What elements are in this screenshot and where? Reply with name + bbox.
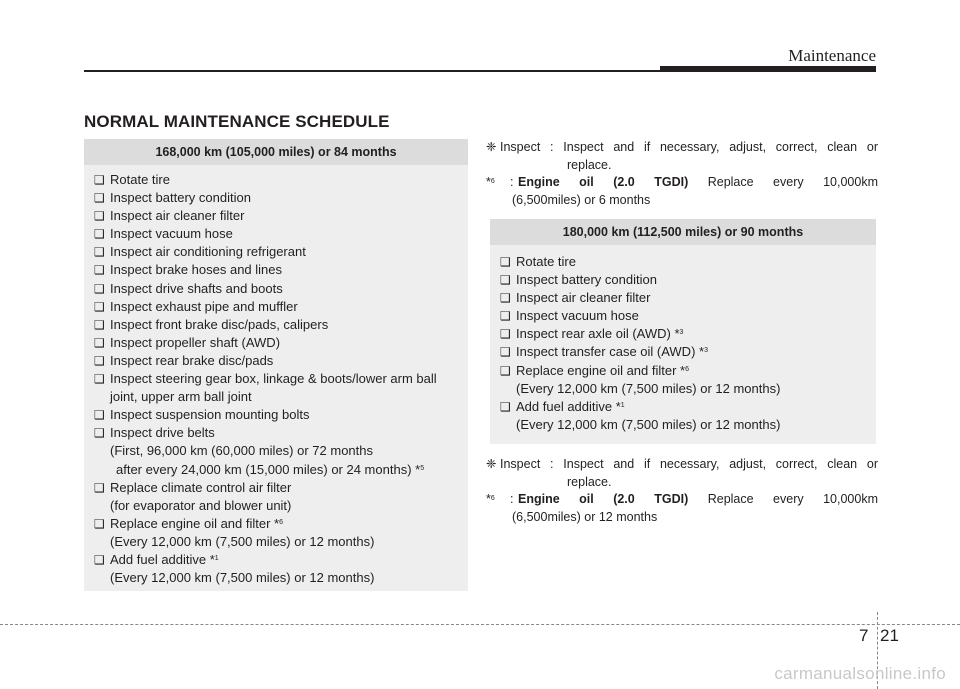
- page-number: 21: [880, 626, 899, 645]
- checkbox-icon: ❑: [94, 408, 105, 423]
- list-item: ❑ Rotate tire: [500, 253, 866, 271]
- list-item: ❑ Inspect front brake disc/pads, calipers: [94, 316, 458, 334]
- list-item: ❑ Replace engine oil and filter *$^6$: [500, 362, 866, 380]
- checkbox-icon: ❑: [94, 209, 105, 224]
- list-item-continuation: (Every 12,000 km (7,500 miles) or 12 months): [110, 533, 375, 549]
- schedule-box-168000: [84, 139, 468, 591]
- note-line: (6,500miles) or 6 months: [512, 192, 651, 207]
- engine-oil-label: Engine oil (2.0 TGDI): [518, 175, 689, 189]
- list-item: ❑ Inspect drive belts: [94, 424, 458, 442]
- checkbox-icon: ❑: [94, 173, 105, 187]
- list-item-continuation: after every 24,000 km (15,000 miles) or 24 months) *$^5$: [116, 461, 425, 477]
- footnote-mark: *$^6$: [486, 175, 495, 189]
- checkbox-icon: ❑: [94, 245, 105, 260]
- list-item: ❑ Inspect vacuum hose: [500, 307, 866, 325]
- checkbox-icon: ❑: [94, 552, 105, 567]
- list-item: ❑ Inspect vacuum hose: [94, 225, 458, 243]
- footnote-ref: 1: [620, 401, 625, 409]
- note-line: replace.: [567, 157, 612, 172]
- checkbox-icon: ❑: [500, 273, 511, 288]
- footer-dashed-rule: [0, 624, 960, 625]
- checkbox-icon: ❑: [94, 353, 105, 368]
- inspect-note-top: ❈ Inspect : Inspect and if necessary, adjust, correct, clean or replace. *$^6$ : Engine oil (2.0 TGDI) Replace every 10,000km (6,500miles) or 6 months: [486, 139, 878, 209]
- list-item: ❑ Add fuel additive *$^1$: [94, 551, 458, 569]
- schedule-box-title: 168,000 km (105,000 miles) or 84 months: [84, 139, 468, 165]
- checkbox-icon: ❑: [94, 372, 105, 387]
- list-item: ❑ Inspect transfer case oil (AWD) *$^3$: [500, 343, 866, 361]
- note-line: Inspect : Inspect and if necessary, adjust, correct, clean or: [500, 140, 878, 154]
- checkbox-icon: ❑: [94, 227, 105, 242]
- list-item-continuation: (First, 96,000 km (60,000 miles) or 72 months: [110, 443, 373, 459]
- list-item: ❑ Inspect steering gear box, linkage & boots/lower arm ball: [94, 370, 458, 388]
- header-title: Maintenance: [788, 46, 876, 65]
- header-rule-thin: [84, 70, 664, 72]
- checkbox-icon: ❑: [94, 335, 105, 350]
- schedule-list: [490, 245, 876, 434]
- checkbox-icon: ❑: [500, 345, 511, 360]
- footnote-ref: 3: [679, 329, 684, 337]
- checkbox-icon: ❑: [500, 309, 511, 324]
- checkbox-icon: ❑: [500, 363, 511, 378]
- list-item: ❑ Inspect air conditioning refrigerant: [94, 243, 458, 261]
- list-item: ❑ Inspect air cleaner filter: [500, 289, 866, 307]
- list-item: ❑ Replace engine oil and filter *$^6$: [94, 515, 458, 533]
- note-line: Inspect : Inspect and if necessary, adjust, correct, clean or: [500, 457, 878, 471]
- list-item: ❑ Inspect suspension mounting bolts: [94, 406, 458, 424]
- list-item-continuation: joint, upper arm ball joint: [110, 389, 252, 405]
- note-symbol-icon: ❈: [486, 457, 497, 471]
- note-symbol-icon: ❈: [486, 140, 497, 154]
- checkbox-icon: ❑: [94, 426, 105, 441]
- list-item: ❑ Inspect air cleaner filter: [94, 207, 458, 225]
- footnote-ref: 6: [685, 365, 690, 373]
- list-item-continuation: (Every 12,000 km (7,500 miles) or 12 months): [516, 380, 781, 396]
- checkbox-icon: ❑: [94, 281, 105, 296]
- list-item-continuation: (Every 12,000 km (7,500 miles) or 12 months): [516, 416, 781, 432]
- checkbox-icon: ❑: [500, 255, 511, 269]
- checkbox-icon: ❑: [94, 263, 105, 278]
- footnote-ref: 3: [704, 347, 708, 355]
- footnote-ref: 6: [279, 518, 284, 526]
- checkbox-icon: ❑: [94, 191, 105, 206]
- list-item-continuation: (for evaporator and blower unit): [110, 497, 292, 513]
- list-item: ❑ Inspect exhaust pipe and muffler: [94, 298, 458, 316]
- watermark: carmanualsonline.info: [774, 664, 946, 683]
- list-item: ❑ Rotate tire: [94, 171, 458, 189]
- checkbox-icon: ❑: [94, 516, 105, 531]
- note-line: replace.: [567, 474, 612, 489]
- header-rule-thick: [660, 66, 876, 72]
- list-item: ❑ Inspect battery condition: [94, 189, 458, 207]
- checkbox-icon: ❑: [500, 327, 511, 342]
- section-heading: NORMAL MAINTENANCE SCHEDULE: [84, 112, 390, 131]
- chapter-number: 7: [859, 626, 869, 645]
- checkbox-icon: ❑: [500, 399, 511, 414]
- list-item: ❑ Inspect battery condition: [500, 271, 866, 289]
- engine-oil-label: Engine oil (2.0 TGDI): [518, 492, 689, 506]
- schedule-list: [84, 165, 468, 587]
- checkbox-icon: ❑: [94, 299, 105, 314]
- list-item: ❑ Inspect brake hoses and lines: [94, 261, 458, 279]
- checkbox-icon: ❑: [94, 480, 105, 495]
- note-line: (6,500miles) or 12 months: [512, 509, 658, 524]
- footnote-mark: *$^6$: [486, 492, 495, 506]
- inspect-note-bottom: ❈ Inspect : Inspect and if necessary, adjust, correct, clean or replace. *$^6$ : Engine oil (2.0 TGDI) Replace every 10,000km (6,500miles) or 12 months: [486, 456, 878, 526]
- footnote-ref: 5: [420, 464, 425, 472]
- list-item: ❑ Inspect rear brake disc/pads: [94, 352, 458, 370]
- schedule-box-title: 180,000 km (112,500 miles) or 90 months: [490, 219, 876, 245]
- schedule-box-180000: [490, 219, 876, 444]
- list-item: ❑ Inspect drive shafts and boots: [94, 280, 458, 298]
- checkbox-icon: ❑: [500, 291, 511, 306]
- list-item: ❑ Replace climate control air filter: [94, 479, 458, 497]
- checkbox-icon: ❑: [94, 317, 105, 332]
- footnote-ref: 1: [214, 554, 219, 562]
- list-item: ❑ Add fuel additive *$^1$: [500, 398, 866, 416]
- list-item-continuation: (Every 12,000 km (7,500 miles) or 12 months): [110, 570, 375, 586]
- list-item: ❑ Inspect rear axle oil (AWD) *$^3$: [500, 325, 866, 343]
- list-item: ❑ Inspect propeller shaft (AWD): [94, 334, 458, 352]
